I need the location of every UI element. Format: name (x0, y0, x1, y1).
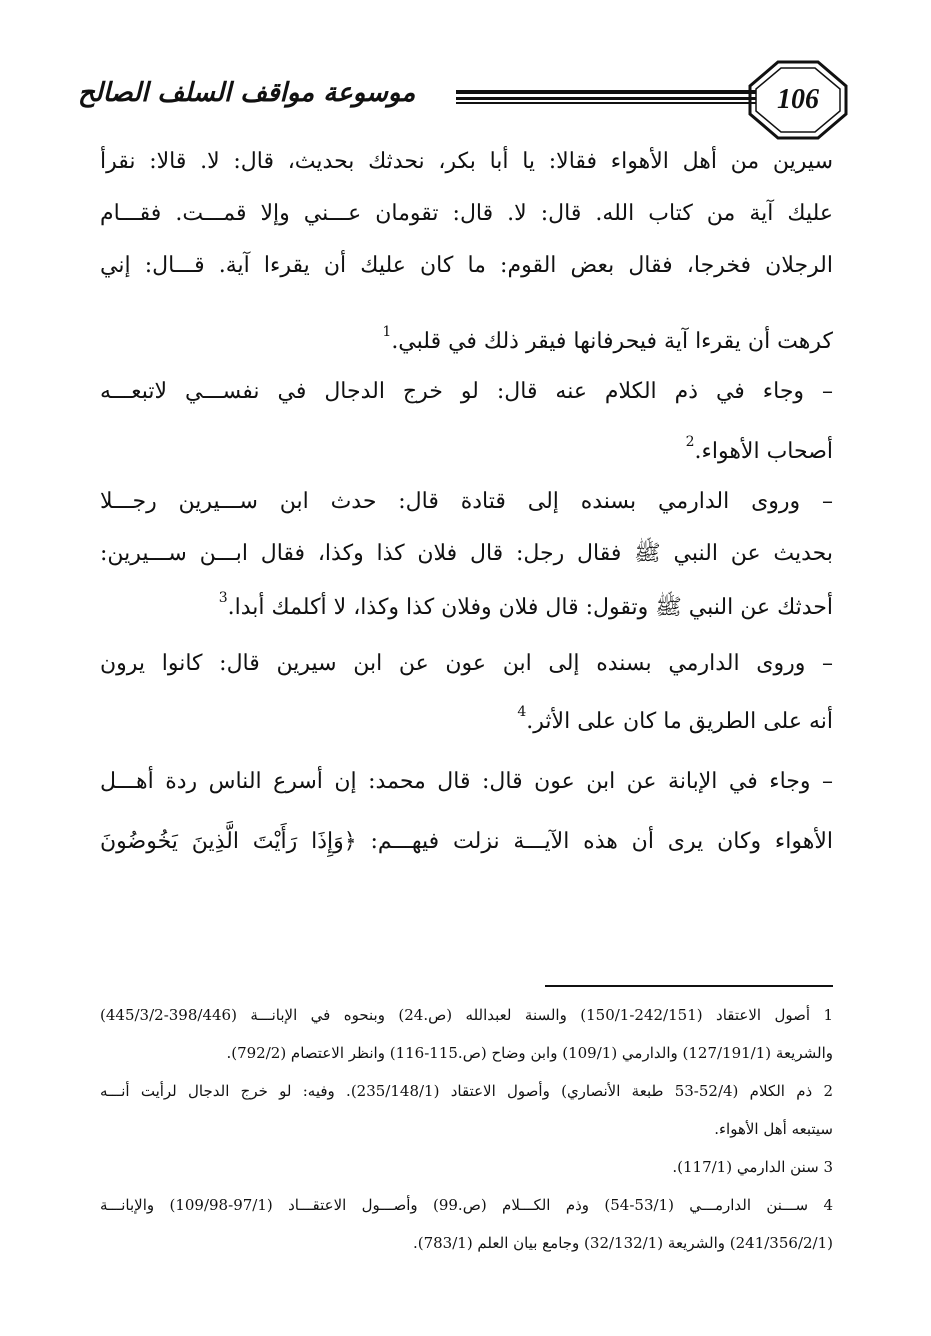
text-line-content: أصحاب الأهواء. (694, 439, 833, 464)
footnote-separator (545, 985, 833, 987)
footnote-line: 3 سنن الدارمي (117/1). (672, 1158, 833, 1176)
text-line (100, 320, 833, 364)
header-rule (456, 90, 756, 108)
text-line-content: أنه على الطريق ما كان على الأثر. (526, 709, 833, 734)
footnote-line: والشريعة (127/191/1) والدارمي (109/1) وابن وضاح (ص.115-116) وانظر الاعتصام (792/2). (226, 1044, 833, 1062)
text-line: الأهواء وكان يرى أن هذه الآيـــة نزلت فيهـــم: ﴿وَإِذَا رَأَيْتَ الَّذِينَ يَخُوضُونَ (100, 829, 833, 854)
page-header (78, 60, 848, 140)
text-line (100, 700, 833, 744)
footnote-marker: 1 (382, 323, 392, 340)
footnote-line: 4 ســـنن الدارمـــي (53/1-54) وذم الكـــلام (ص.99) وأصـــول الاعتقـــاد (97/1-109/98) والإبانـــة (100, 1196, 833, 1214)
footnote-line: سيتبعه أهل الأهواء. (714, 1120, 833, 1138)
text-line: – وروى الدارمي بسنده إلى قتادة قال: حدث ابن ســـيرين رجـــلا (100, 489, 833, 514)
text-line (100, 586, 833, 630)
text-line (100, 430, 833, 474)
text-line-content: كرهت أن يقرءا آية فيحرفانها فيقر ذلك في قلبي. (391, 329, 833, 354)
footnote-line: (241/356/2/1) والشريعة (32/132/1) وجامع بيان العلم (783/1). (412, 1234, 833, 1252)
footnote-marker: 3 (218, 589, 228, 606)
page-number-badge (748, 60, 848, 140)
footnote-line: 1 أصول الاعتقاد (242/151-150/1) والسنة لعبدالله (ص.24) وبنحوه في الإبانـــة (398/446-445/3/2) (100, 1006, 833, 1024)
page-number: 106 (777, 84, 819, 115)
text-line: عليك آية من كتاب الله. قال: لا. قال: تقومان عـــني وإلا قمـــت. فقـــام (100, 201, 833, 226)
text-line: – وروى الدارمي بسنده إلى ابن عون عن ابن سيرين قال: كانوا يرون (100, 651, 833, 676)
footnote-marker: 4 (517, 703, 527, 720)
text-line: سيرين من أهل الأهواء فقالا: يا أبا بكر، نحدثك بحديث، قال: لا. قالا: نقرأ (100, 149, 833, 174)
text-line: الرجلان فخرجا، فقال بعض القوم: ما كان عليك أن يقرءا آية. قـــال: إني (100, 253, 833, 278)
footnote-marker: 2 (685, 433, 695, 450)
book-title: موسوعة مواقف السلف الصالح (78, 78, 416, 108)
text-line: بحديث عن النبي ﷺ فقال رجل: قال فلان كذا وكذا، فقال ابـــن ســـيرين: (100, 541, 833, 566)
text-line: – وجاء في ذم الكلام عنه قال: لو خرج الدجال في نفســـي لاتبعـــه (100, 379, 833, 404)
text-line-content: أحدثك عن النبي ﷺ وتقول: قال فلان وفلان كذا وكذا، لا أكلمك أبدا. (227, 595, 833, 620)
footnote-line: 2 ذم الكلام (52/4-53 طبعة الأنصاري) وأصول الاعتقاد (235/148/1). وفيه: لو خرج الدجال لرأيت أنـــه (100, 1082, 833, 1100)
text-line: – وجاء في الإبانة عن ابن عون قال: قال محمد: إن أسرع الناس ردة أهـــل (100, 769, 833, 794)
